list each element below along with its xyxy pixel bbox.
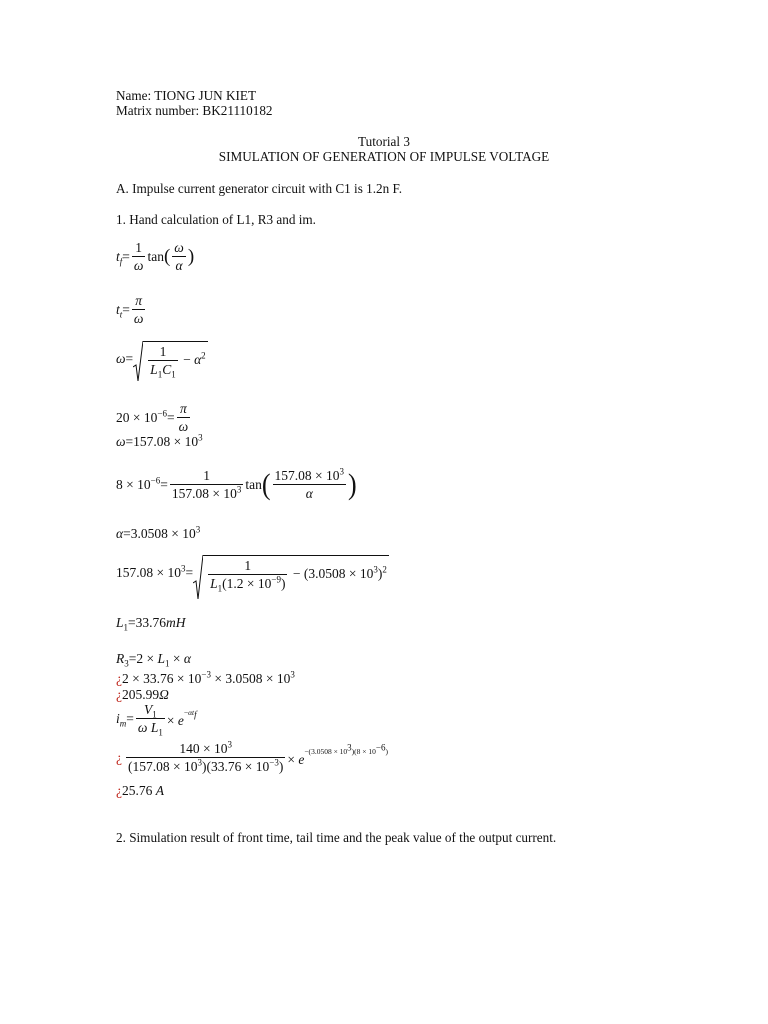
equation-tail-time: $t_t=$ $\frac{\pi}{\omega}$ [116,293,144,326]
r3-value: 205.99 [122,686,160,702]
equation-alpha-result: $\alpha=3.0508 \times 10^3$ [116,524,201,541]
capacitance-value: 1.2 [226,576,244,591]
equation-im-definition: $i_m=$ $\frac{V_1}{\omega L_1}$ × $e^{-\alpha t_f}$ [116,702,197,738]
omega-value-numerator: 157.08 [274,468,312,483]
l1-value-im: 33.76 [211,759,242,774]
eight-exp: 8 [356,747,361,756]
r3-unit: Ω [159,686,169,702]
inverted-question-mark: ¿ [116,782,122,798]
equation-r3-substitution: ¿$2 \times 33.76 \times 10^{-3} \times 3.0508 \times 10^3$ [116,669,295,686]
equation-r3-result [116,686,169,703]
document-title: SIMULATION OF GENERATION OF IMPULSE VOLTAGE [218,149,550,164]
equation-front-time: $t_f=$ $\frac{1}{\omega}$ tan( $\frac{\omega}{\alpha}$ ) [116,240,195,273]
im-value: 25.76 [122,782,153,798]
section-a-heading: A. Impulse current generator circuit with C1 is 1.2n F. [116,181,403,196]
im-unit: A [155,782,164,798]
inverted-question-mark: ¿ [116,749,122,765]
omega-value-im: 157.08 [132,759,170,774]
front-time-eight: 8 [116,476,123,492]
equation-r3-definition: $R_3=2 \times L_1 \times \alpha$ [116,650,191,669]
equation-front-substitution: $8 \times 10^{-6}=$ $\frac{1}{157.08 \times 10^3}$ tan( $\frac{157.08 \times 10^3}{\alpha}$ ) [116,466,357,501]
equation-tail-substitution: $20 \times 10^{-6}=$ $\frac{\pi}{\omega}$ [116,401,189,434]
alpha-value-exp: 3.0508 [311,747,332,756]
omega-value-lhs: 157.08 [116,565,154,580]
matrix-number: Matrix number: BK21110182 [116,103,273,118]
item-2-heading: 2. Simulation result of front time, tail time and the peak value of the output current. [116,830,557,845]
inverted-question-mark: ¿ [116,670,122,686]
student-name: Name: TIONG JUN KIET [116,88,257,103]
alpha-value-squared: 3.0508 [308,565,346,581]
equation-l1-substitution: $157.08 \times 10^3=$ $\frac{1}{L_1(1.2 \times 10^{-9})}$ − $(3.0508 \times 10^3)^2$ [116,555,389,591]
l1-value: 33.76 [135,614,167,630]
equation-im-substitution: ¿ $\frac{140 \times 10^3}{(157.08 \times 10^3)(33.76 \times 10^{-3})}$ × $e^{-(3.0508 \times 10^3)(8 \times 10^{-6})}$ [116,739,388,774]
alpha-value: 3.0508 [130,525,168,541]
equation-omega-definition: ω= $\frac{1}{L_1C_1}$ − $\alpha^2$ [116,341,208,377]
equation-l1-result: $L_1=33.76mH$ [116,614,186,633]
l1-value-r3: 33.76 [143,670,174,686]
equation-omega-result: $\omega=157.08 \times 10^3$ [116,432,203,449]
item-1-heading: 1. Hand calculation of L1, R3 and im. [116,212,316,227]
v1-value: 140 [179,741,200,756]
front-time-value: 20 [116,409,130,425]
tutorial-title: Tutorial 3 [358,134,410,149]
inverted-question-mark: ¿ [116,686,122,702]
alpha-value-r3: 3.0508 [225,670,263,686]
equation-im-result [116,782,164,799]
omega-value-denominator: 157.08 [171,486,209,501]
omega-value: 157.08 [133,433,171,449]
